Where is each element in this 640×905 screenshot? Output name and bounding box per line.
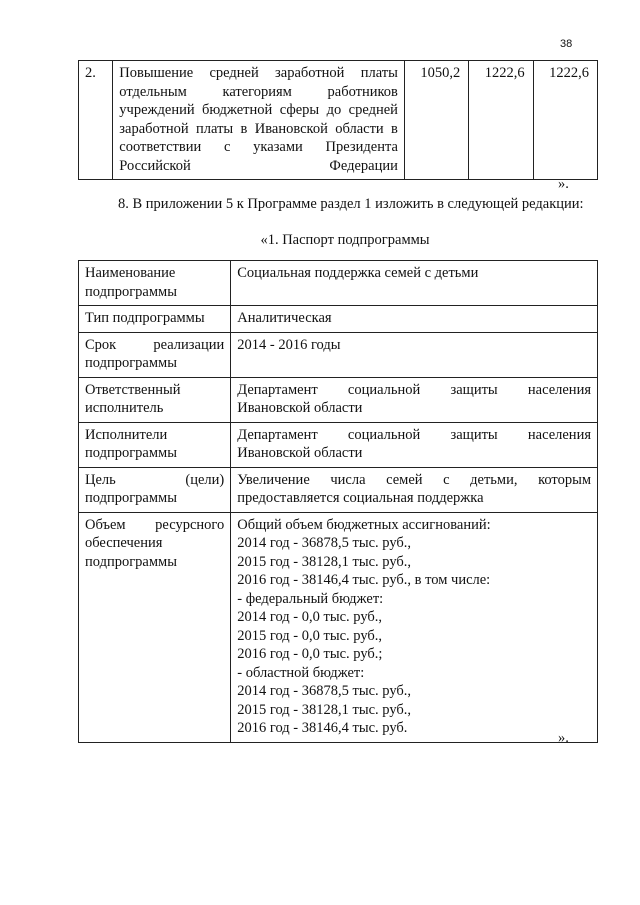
value-2014: 1050,2 bbox=[404, 61, 468, 180]
label-line: подпрограммы bbox=[85, 553, 177, 570]
label-line: Ответственный bbox=[85, 381, 181, 398]
value-line: 2014 год - 36878,5 тыс. руб., bbox=[237, 683, 412, 699]
row-label bbox=[79, 422, 231, 467]
value-line: Увеличение числа семей с детьми, которым bbox=[237, 471, 591, 488]
page-number: 38 bbox=[560, 38, 573, 50]
desc-line: заработной платы в Ивановской области в bbox=[119, 120, 398, 137]
label-line: Исполнители bbox=[85, 426, 168, 443]
row-label bbox=[79, 306, 231, 333]
table-row bbox=[79, 261, 598, 306]
label-line: исполнитель bbox=[85, 400, 164, 416]
label-line: подпрограммы bbox=[85, 283, 177, 300]
label-line: Наименование bbox=[85, 265, 176, 281]
row-value bbox=[231, 422, 598, 467]
value-line: 2015 год - 0,0 тыс. руб., bbox=[237, 627, 383, 644]
label-line: Тип подпрограммы bbox=[85, 310, 205, 326]
value-2016: 1222,6 bbox=[533, 61, 597, 180]
row-value bbox=[231, 377, 598, 422]
desc-line: отдельным категориям работников bbox=[119, 83, 398, 100]
value-line: 2014 - 2016 годы bbox=[237, 336, 341, 353]
value-line: Департамент социальной защиты населения bbox=[237, 426, 591, 443]
value-line: 2015 год - 38128,1 тыс. руб., bbox=[237, 701, 412, 718]
table-row bbox=[79, 467, 598, 512]
previous-table bbox=[78, 60, 598, 180]
row-value bbox=[231, 512, 598, 742]
row-label bbox=[79, 512, 231, 742]
row-label bbox=[79, 377, 231, 422]
row-value bbox=[231, 261, 598, 306]
section-heading: «1. Паспорт подпрограммы bbox=[260, 232, 430, 248]
row-label bbox=[79, 261, 231, 306]
row-value bbox=[231, 306, 598, 333]
row-value bbox=[231, 467, 598, 512]
value-line: Социальная поддержка семей с детьми bbox=[237, 265, 479, 281]
table-row bbox=[79, 61, 598, 180]
row-label bbox=[79, 332, 231, 377]
label-line: Цель (цели) bbox=[85, 471, 225, 488]
value-line: предоставляется социальная поддержка bbox=[237, 490, 484, 506]
value-line: 2014 год - 0,0 тыс. руб., bbox=[237, 609, 383, 625]
value-line: Департамент социальной защиты населения bbox=[237, 381, 591, 398]
passport-table bbox=[78, 260, 598, 743]
row-label bbox=[79, 467, 231, 512]
value-line: 2014 год - 36878,5 тыс. руб., bbox=[237, 535, 412, 551]
value-line: - федеральный бюджет: bbox=[237, 590, 384, 607]
value-line: Ивановской области bbox=[237, 400, 363, 416]
value-line: 2016 год - 38146,4 тыс. руб. bbox=[237, 720, 408, 736]
table-row bbox=[79, 306, 598, 333]
value-line: Аналитическая bbox=[237, 310, 332, 326]
value-line: Ивановской области bbox=[237, 445, 363, 461]
label-line: подпрограммы bbox=[85, 445, 177, 461]
table-row bbox=[79, 332, 598, 377]
value-line: Общий объем бюджетных ассигнований: bbox=[237, 516, 491, 533]
value-line: - областной бюджет: bbox=[237, 664, 365, 681]
label-line: Объем ресурсного bbox=[85, 516, 225, 533]
label-line: обеспечения bbox=[85, 535, 163, 551]
paragraph: 8. В приложении 5 к Программе раздел 1 изложить в следующей редакции: bbox=[118, 196, 584, 212]
label-line: подпрограммы bbox=[85, 490, 177, 506]
value-line: 2016 год - 0,0 тыс. руб.; bbox=[237, 646, 383, 662]
desc-line: Российской Федерации bbox=[119, 157, 398, 174]
desc-line: соответствии с указами Президента bbox=[119, 139, 398, 155]
table-row bbox=[79, 512, 598, 742]
closing-quote: ». bbox=[558, 176, 569, 192]
label-line: Срок реализации bbox=[85, 336, 225, 353]
value-2015: 1222,6 bbox=[469, 61, 533, 180]
row-value bbox=[231, 332, 598, 377]
closing-quote: ». bbox=[558, 730, 569, 746]
value-line: 2015 год - 38128,1 тыс. руб., bbox=[237, 553, 412, 570]
row-number: 2. bbox=[79, 61, 113, 180]
row-description bbox=[113, 61, 405, 180]
value-line: 2016 год - 38146,4 тыс. руб., в том числе: bbox=[237, 572, 491, 588]
table-row bbox=[79, 377, 598, 422]
desc-line: учреждений бюджетной сферы до средней bbox=[119, 102, 398, 118]
label-line: подпрограммы bbox=[85, 355, 177, 371]
table-row bbox=[79, 422, 598, 467]
desc-line: Повышение средней заработной платы bbox=[119, 65, 398, 81]
